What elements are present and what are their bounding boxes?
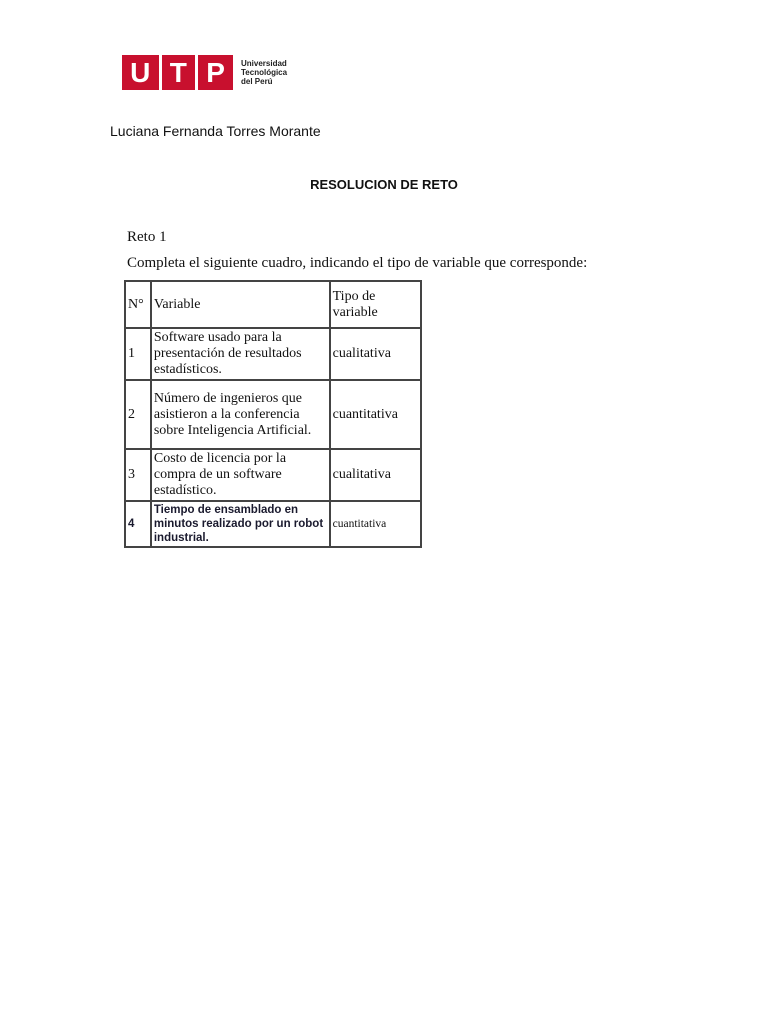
logo-line-1: Universidad	[241, 59, 287, 68]
row-variable: Número de ingenieros que asistieron a la conferencia sobre Inteligencia Artificial.	[151, 380, 330, 449]
table-row	[125, 501, 421, 547]
table-row	[125, 328, 421, 380]
header-variable: Variable	[151, 281, 330, 328]
logo-line-2: Tecnológica	[241, 68, 288, 77]
row-variable: Costo de licencia por la compra de un software estadístico.	[151, 449, 330, 501]
header-number: N°	[125, 281, 151, 328]
reto-heading: Reto 1	[127, 229, 167, 245]
table-row	[125, 380, 421, 449]
table-header-row	[125, 281, 421, 328]
row-number: 3	[125, 449, 151, 501]
row-tipo: cuantitativa	[330, 380, 421, 449]
logo-letter-t: T	[169, 57, 187, 88]
logo-line-3: del Perú	[241, 77, 273, 86]
utp-logo-mark	[122, 55, 233, 90]
row-tipo: cualitativa	[330, 449, 421, 501]
logo-letter-u: U	[130, 57, 151, 88]
row-variable: Software usado para la presentación de resultados estadísticos.	[151, 328, 330, 380]
row-number: 2	[125, 380, 151, 449]
document-title: RESOLUCION DE RETO	[310, 177, 458, 192]
row-tipo: cualitativa	[330, 328, 421, 380]
row-tipo: cuantitativa	[330, 501, 421, 547]
logo-separator	[159, 55, 162, 90]
table-row	[125, 449, 421, 501]
logo-wordmark	[241, 59, 287, 86]
utp-logo	[122, 55, 287, 90]
variables-table	[124, 280, 422, 548]
reto-instruction: Completa el siguiente cuadro, indicando el tipo de variable que corresponde:	[127, 255, 588, 271]
author-name: Luciana Fernanda Torres Morante	[110, 123, 321, 139]
header-tipo: Tipo de variable	[330, 281, 421, 328]
row-number: 4	[125, 501, 151, 547]
row-variable: Tiempo de ensamblado en minutos realizado por un robot industrial.	[151, 501, 330, 547]
logo-letter-p: P	[206, 57, 225, 88]
row-number: 1	[125, 328, 151, 380]
logo-separator	[195, 55, 198, 90]
